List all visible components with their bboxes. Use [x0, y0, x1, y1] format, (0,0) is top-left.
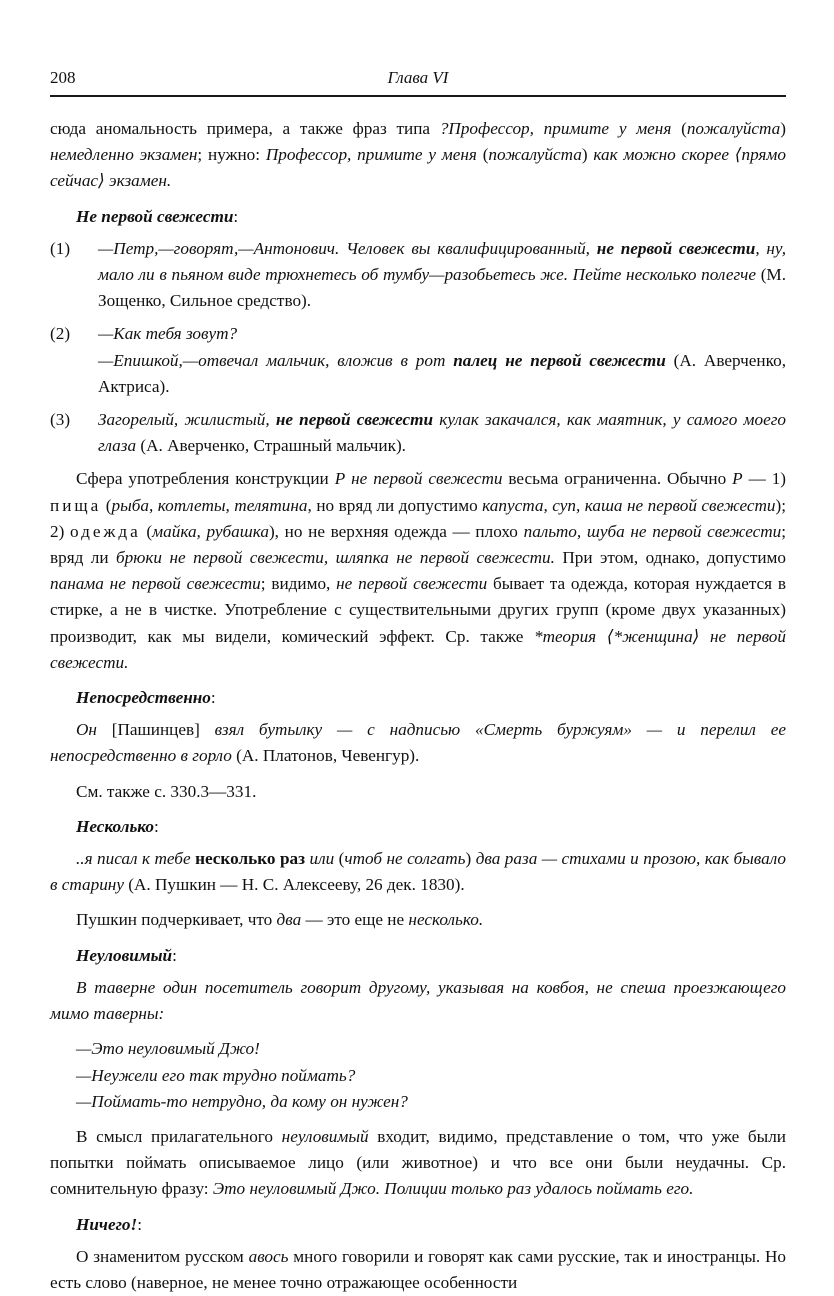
italic-run: , ну, мало ли в пьяном виде трюхнетесь об тумбу—разобьетесь же. Пейте несколько полегче — [98, 238, 786, 285]
italic-run: ..я писал к тебе — [76, 849, 196, 869]
italic-run: два раза — стихами и прозою, как бывало в старину — [50, 849, 786, 895]
paragraph-gap — [50, 770, 786, 779]
bold-italic-run: не первой свежести — [275, 410, 434, 430]
text-run: Пушкин подчеркивает, что — [76, 910, 277, 930]
italic-run: майка, рубашка — [152, 521, 269, 541]
entry-heading-text: Ничего! — [76, 1214, 138, 1234]
bold-italic-run: палец не первой свежести — [453, 350, 666, 370]
italic-run: —Епишкой,—отвечал мальчик, вложив в рот — [98, 350, 454, 370]
paragraph-gap — [50, 1115, 786, 1124]
running-head — [50, 68, 786, 94]
header-rule — [50, 95, 786, 97]
example-number: (3) — [50, 410, 71, 430]
example-line — [98, 348, 786, 400]
text-run: ( — [338, 849, 345, 869]
paragraph — [50, 1124, 786, 1203]
italic-run: неуловимый — [281, 1126, 369, 1146]
example-text — [98, 321, 786, 400]
text-run: (А. Платонов, Чевенгур). — [231, 746, 420, 766]
dialog-line: —Неужели его так трудно поймать? — [76, 1065, 356, 1085]
paragraph-gap — [50, 195, 786, 204]
dialog-line: —Поймать-то нетрудно, да кому он нужен? — [76, 1091, 408, 1111]
text-run: (А. Аверченко, Актриса). — [98, 350, 786, 396]
italic-run: брюки не первой свежести, шляпка не первой свежести. — [116, 548, 555, 568]
entry-heading — [76, 943, 786, 969]
entry-heading-colon: : — [233, 206, 239, 226]
text-run: весьма ограниченна. Обычно — [502, 469, 733, 489]
italic-run: пальто, шуба не первой свежести — [523, 521, 782, 541]
italic-run: пожалуйста — [686, 119, 781, 138]
text-run: бывает та одежда, которая нуждается в стирке, а не в чистке. Употребление с существительными других групп (кроме двух указанных) производит, как мы видели, комический эффект. Ср. также — [50, 574, 786, 646]
italic-run: несколько. — [408, 910, 484, 930]
numbered-example — [50, 236, 786, 315]
spaced-run: пища — [50, 495, 102, 515]
example-text — [98, 407, 786, 459]
paragraph-gap — [50, 898, 786, 907]
italic-run: чтоб не солгать — [344, 849, 466, 869]
text-run: ; видимо, — [260, 574, 337, 594]
italic-run: авось — [248, 1246, 289, 1266]
text-run: ) — [581, 145, 594, 165]
paragraph — [50, 907, 786, 933]
text-run: (М. Зощенко, Сильное средство). — [98, 265, 786, 311]
italic-run: ?Профессор, примите у меня — [439, 119, 682, 138]
text-run: ), но не верхняя одежда — плохо — [268, 521, 524, 541]
text-run: Сфера употребления конструкции — [76, 469, 335, 489]
italic-run: не первой свежести — [336, 574, 488, 594]
italic-run: два — [276, 910, 302, 930]
bold-run: несколько раз — [195, 849, 306, 869]
italic-run: пожалуйста — [488, 145, 582, 165]
text-run: ( — [101, 495, 112, 515]
italic-run: Р — [732, 469, 743, 489]
italic-run: Загорелый, жилистый, — [98, 410, 276, 430]
paragraph — [50, 779, 786, 805]
entry-heading — [76, 685, 786, 711]
text-run: О знаменитом русском — [76, 1246, 249, 1266]
text-run: ( — [482, 145, 489, 165]
entry-heading — [76, 814, 786, 840]
entry-heading — [76, 1212, 786, 1238]
text-run: — это еще не — [301, 910, 409, 930]
text-run: ) — [780, 119, 786, 138]
italic-run: капуста, суп, каша не первой свежести — [482, 495, 776, 515]
text-run: — 1) — [742, 469, 787, 489]
text-run: ; нужно: — [197, 145, 266, 165]
example-text — [98, 236, 786, 315]
entry-heading-text: Несколько — [76, 816, 154, 836]
numbered-example — [50, 407, 786, 459]
page-body — [50, 116, 786, 1296]
example-number: (2) — [50, 324, 71, 344]
entry-heading-colon: : — [172, 945, 177, 965]
paragraph — [50, 717, 786, 769]
text-run: (А. Аверченко, Страшный мальчик). — [136, 436, 406, 456]
numbered-example — [50, 321, 786, 400]
text-run: В смысл прилагательного — [76, 1126, 282, 1146]
italic-run: панама не первой свежести — [50, 574, 261, 594]
italic-run: Профессор, примите у меня — [265, 145, 483, 165]
entry-heading-colon: : — [137, 1214, 142, 1234]
paragraph-gap — [50, 1027, 786, 1036]
paragraph — [50, 975, 786, 1027]
italic-run: Он — [76, 720, 97, 740]
chapter-title: Глава VI — [387, 68, 449, 87]
text-run: См. также с. 330.3—331. — [76, 781, 257, 801]
paragraph — [50, 1244, 786, 1296]
text-run: ; вряд ли — [50, 521, 787, 568]
text-run: При этом, однако, допустимо — [554, 548, 786, 568]
entry-heading-colon: : — [153, 816, 159, 836]
text-run: много говорили и говорят как сами русские, так и иностранцы. Но есть слово (наверное, не менее точно отражающее особенности — [50, 1246, 786, 1292]
text-run: ( — [140, 521, 153, 541]
paragraph — [50, 116, 786, 195]
paragraph-gap — [50, 676, 786, 685]
text-run: входит, видимо, представление о том, что уже были попытки поймать описываемое лицо (или животное) и что все они были неудачны. Ср. сомнительную фразу: — [50, 1126, 786, 1199]
text-run: , но вряд ли допустимо — [307, 495, 483, 515]
paragraph-gap — [50, 934, 786, 943]
italic-run: или — [305, 849, 339, 869]
text-run: ( — [681, 119, 687, 138]
text-run: [Пашинцев] — [96, 720, 215, 740]
italic-run: немедленно экзамен — [50, 145, 198, 165]
text-run: (А. Пушкин — Н. С. Алексееву, 26 дек. 1830). — [123, 875, 465, 895]
spaced-run: одежда — [70, 521, 141, 541]
page-number: 208 — [50, 68, 76, 87]
paragraph-gap — [50, 805, 786, 814]
italic-run: взял бутылку — с надписью «Смерть буржуям» — и перелил ее непосредственно в горло — [50, 720, 786, 766]
entry-heading — [76, 204, 786, 230]
dialog-line: —Это неуловимый Джо! — [76, 1039, 260, 1059]
italic-run: рыба, котлеты, телятина — [111, 495, 308, 515]
italic-run: В таверне один посетитель говорит другому, указывая на ковбоя, не спеша проезжающего мимо таверны: — [50, 977, 786, 1024]
text-run: ); 2) — [50, 495, 786, 541]
entry-heading-text: Непосредственно — [76, 688, 211, 708]
paragraph — [50, 846, 786, 898]
example-line — [98, 321, 786, 347]
italic-run: —Как тебя зовут? — [98, 324, 238, 344]
entry-heading-text: Не первой свежести — [76, 206, 234, 226]
paragraph — [50, 466, 786, 676]
italic-run: —Петр,—говорят,—Антонович. Человек вы квалифицированный, — [98, 238, 597, 258]
italic-run: Р не первой свежести — [334, 469, 503, 489]
text-run: сюда аномальность примера, а также фраз типа — [50, 119, 440, 138]
text-run: ) — [465, 849, 476, 869]
italic-run: как можно скорее ⟨прямо сейчас⟩ экзамен. — [50, 145, 786, 191]
paragraph-gap — [50, 1203, 786, 1212]
italic-run: *теория ⟨*женщина⟩ не первой свежести. — [50, 626, 786, 672]
bold-italic-run: не первой свежести — [596, 238, 756, 258]
example-number: (1) — [50, 238, 71, 258]
italic-run: Это неуловимый Джо. Полиции только раз удалось поймать его. — [212, 1179, 694, 1199]
entry-heading-text: Неуловимый — [76, 945, 173, 965]
italic-run: кулак закачался, как маятник, у самого моего глаза — [98, 410, 786, 456]
entry-heading-colon: : — [210, 688, 216, 708]
